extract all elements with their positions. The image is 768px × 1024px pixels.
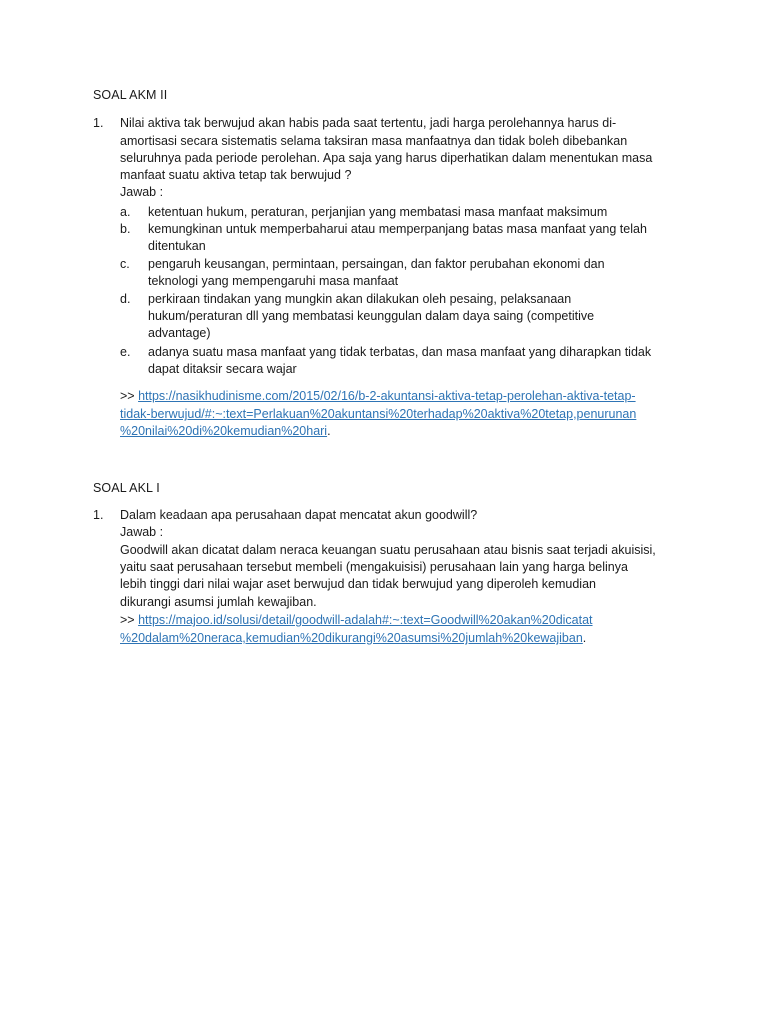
reference-suffix: . — [582, 631, 587, 645]
list-item: dapat ditaksir secara wajar — [148, 362, 297, 376]
list-item: perkiraan tindakan yang mungkin akan dilakukan oleh pesaing, pelaksanaan — [148, 292, 572, 306]
list-item: teknologi yang mempengaruhi masa manfaat — [148, 274, 399, 288]
question-line: Nilai aktiva tak berwujud akan habis pada saat tertentu, jadi harga perolehannya harus di- — [120, 116, 617, 130]
reference-line — [120, 406, 636, 424]
section-heading-akm: SOAL AKM II — [93, 88, 168, 102]
list-letter: c. — [120, 257, 130, 271]
question-line: Dalam keadaan apa perusahaan dapat mencatat akun goodwill? — [120, 508, 478, 522]
list-letter: b. — [120, 222, 131, 236]
question-line: amortisasi secara sistematis selama taksiran masa manfaatnya dan tidak boleh dibebankan — [120, 134, 628, 148]
reference-prefix: >> — [120, 613, 139, 627]
list-item: pengaruh keusangan, permintaan, persaingan, dan faktor perubahan ekonomi dan — [148, 257, 605, 271]
list-item: ditentukan — [148, 239, 206, 253]
list-letter: d. — [120, 292, 131, 306]
list-item: hukum/peraturan dll yang membatasi keunggulan dalam daya saing (competitive — [148, 309, 595, 323]
question-line: seluruhnya pada periode perolehan. Apa saja yang harus diperhatikan dalam menentukan masa — [120, 151, 653, 165]
answer-line: lebih tinggi dari nilai wajar aset berwujud dan tidak berwujud yang diperoleh kemudian — [120, 577, 596, 591]
question-line: manfaat suatu aktiva tetap tak berwujud ? — [120, 168, 352, 182]
list-item: ketentuan hukum, peraturan, perjanjian yang membatasi masa manfaat maksimum — [148, 205, 608, 219]
list-item: advantage) — [148, 326, 211, 340]
question-number: 1. — [93, 508, 104, 522]
answer-line: Goodwill akan dicatat dalam neraca keuangan suatu perusahaan atau bisnis saat terjadi akuisisi, — [120, 543, 656, 557]
reference-link-2[interactable]: https://majoo.id/solusi/detail/goodwill-adalah#:~:text=Goodwill%20akan%20dicatat — [138, 613, 593, 627]
reference-link-1-cont[interactable]: tidak-berwujud/#:~:text=Perlakuan%20akuntansi%20terhadap%20aktiva%20tetap,penurunan — [120, 407, 637, 421]
answer-label: Jawab : — [120, 185, 164, 199]
reference-line — [120, 388, 636, 406]
list-item: kemungkinan untuk memperbaharui atau memperpanjang batas masa manfaat yang telah — [148, 222, 647, 236]
reference-line — [120, 423, 331, 441]
list-letter: a. — [120, 205, 131, 219]
reference-link-1[interactable]: https://nasikhudinisme.com/2015/02/16/b-2-akuntansi-aktiva-tetap-perolehan-aktiva-tetap- — [138, 389, 636, 403]
reference-prefix: >> — [120, 389, 139, 403]
list-item: adanya suatu masa manfaat yang tidak terbatas, dan masa manfaat yang diharapkan tidak — [148, 345, 652, 359]
answer-label: Jawab : — [120, 525, 164, 539]
answer-line: dikurangi asumsi jumlah kewajiban. — [120, 595, 317, 609]
list-letter: e. — [120, 345, 131, 359]
reference-line — [120, 612, 593, 630]
reference-line — [120, 630, 586, 648]
question-number: 1. — [93, 116, 104, 130]
reference-link-1-end[interactable]: %20nilai%20di%20kemudian%20hari — [120, 424, 328, 438]
reference-suffix: . — [327, 424, 331, 438]
answer-line: yaitu saat perusahaan tersebut membeli (mengakuisisi) perusahaan lain yang harga belinya — [120, 560, 628, 574]
reference-link-2-end[interactable]: %20dalam%20neraca,kemudian%20dikurangi%20asumsi%20jumlah%20kewajiban — [120, 631, 583, 645]
section-heading-akl: SOAL AKL I — [93, 481, 160, 495]
